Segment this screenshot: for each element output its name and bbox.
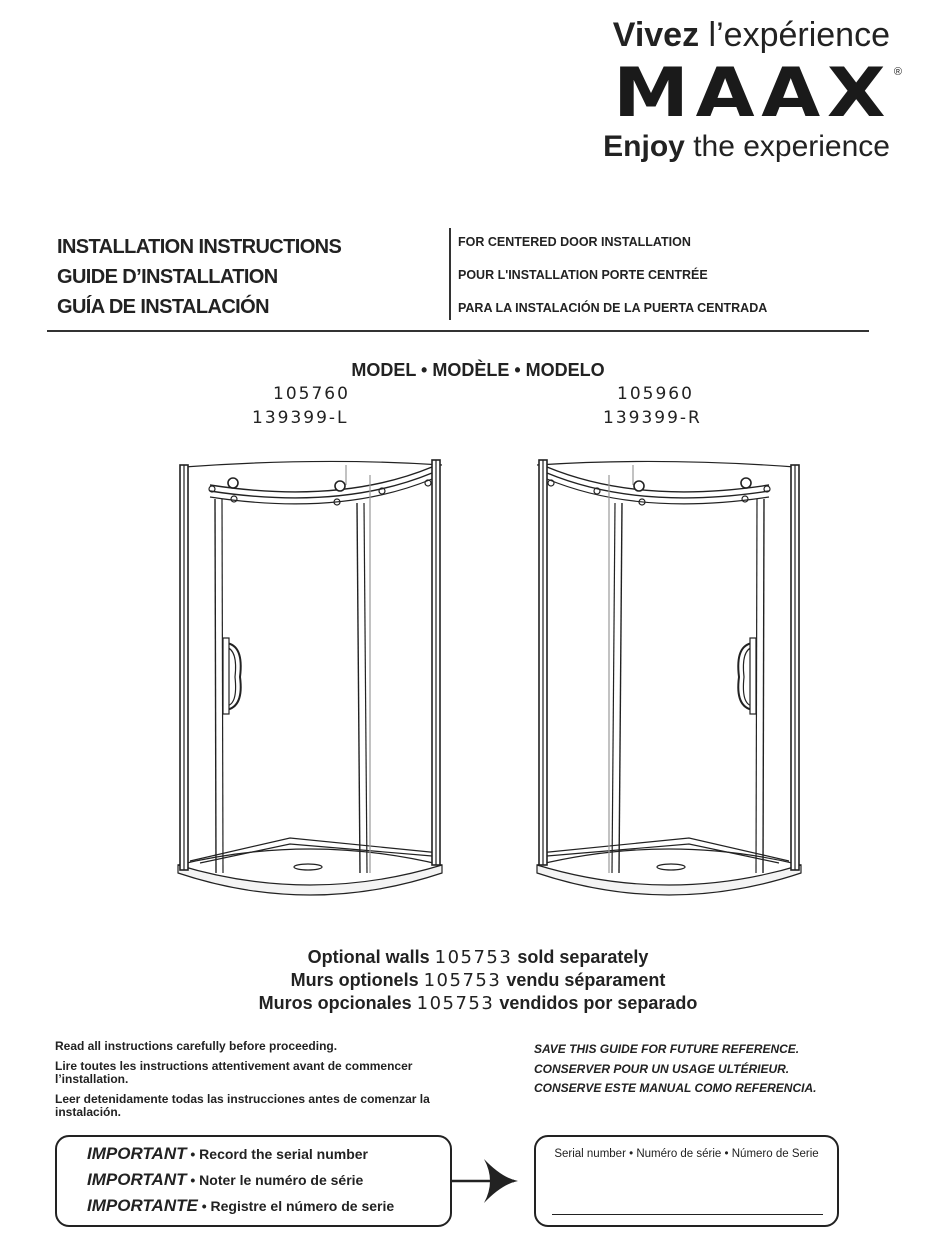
important-es: IMPORTANTE • Registre el número de serie — [87, 1196, 395, 1215]
read-instructions-fr: Lire toutes les instructions attentivement avant de commencer l’installation. — [55, 1059, 413, 1086]
save-guide — [534, 1040, 816, 1099]
serial-number-label: Serial number • Numéro de série • Número de Serie — [554, 1148, 819, 1160]
important-fr: IMPORTANT • Noter le numéro de série — [87, 1170, 364, 1189]
registered-mark: ® — [893, 66, 902, 78]
subtitle-es: PARA LA INSTALACIÓN DE LA PUERTA CENTRADA — [458, 301, 768, 315]
important-en: IMPORTANT • Record the serial number — [87, 1144, 368, 1163]
save-guide-en: SAVE THIS GUIDE FOR FUTURE REFERENCE. — [534, 1042, 800, 1056]
save-guide-fr: CONSERVER POUR UN USAGE ULTÉRIEUR. — [534, 1061, 790, 1076]
save-guide-es: CONSERVE ESTE MANUAL COMO REFERENCIA. — [534, 1081, 817, 1095]
title-divider — [449, 228, 451, 320]
header-rule — [47, 330, 869, 332]
optional-walls-es: Muros opcionales 105753 vendidos por separado — [258, 993, 698, 1014]
optional-walls-fr: Murs optionels 105753 vendu séparament — [290, 970, 666, 991]
important-box — [55, 1135, 452, 1227]
document-subtitle — [458, 226, 767, 325]
read-instructions — [55, 1040, 475, 1126]
tagline-fr-rest: l’expérience — [708, 16, 890, 54]
subtitle-fr: POUR L'INSTALLATION PORTE CENTRÉE — [458, 268, 708, 282]
document-title — [57, 232, 341, 322]
shower-drawing-right — [519, 455, 809, 905]
title-es: GUÍA DE INSTALACIÓN — [57, 296, 269, 318]
brand-tagline-en — [603, 130, 890, 164]
tagline-fr-bold: Vivez — [612, 16, 700, 54]
arrow-right-icon — [452, 1156, 522, 1206]
shower-drawing-left — [170, 455, 460, 905]
serial-number-box — [534, 1135, 839, 1227]
brand-tagline-fr — [613, 16, 890, 55]
title-fr: GUIDE D’INSTALLATION — [57, 266, 278, 288]
tagline-en-bold: Enjoy — [603, 130, 685, 163]
tagline-en-rest: the experience — [693, 130, 890, 163]
model-left-variant: 139399-L — [252, 408, 349, 428]
model-left-number: 105760 — [273, 384, 350, 404]
read-instructions-en: Read all instructions carefully before proceeding. — [55, 1039, 338, 1053]
model-right-variant: 139399-R — [603, 408, 702, 428]
serial-number-line[interactable] — [552, 1214, 823, 1216]
subtitle-en: FOR CENTERED DOOR INSTALLATION — [458, 235, 691, 249]
read-instructions-es: Leer detenidamente todas las instrucciones antes de comenzar la instalación. — [55, 1092, 430, 1119]
optional-walls — [0, 946, 950, 1015]
maax-logo: MAAX — [612, 54, 892, 133]
optional-walls-en: Optional walls 105753 sold separately — [307, 947, 649, 968]
model-heading: MODEL • MODÈLE • MODELO — [351, 360, 605, 380]
title-en: INSTALLATION INSTRUCTIONS — [57, 236, 342, 258]
model-right-number: 105960 — [617, 384, 694, 404]
